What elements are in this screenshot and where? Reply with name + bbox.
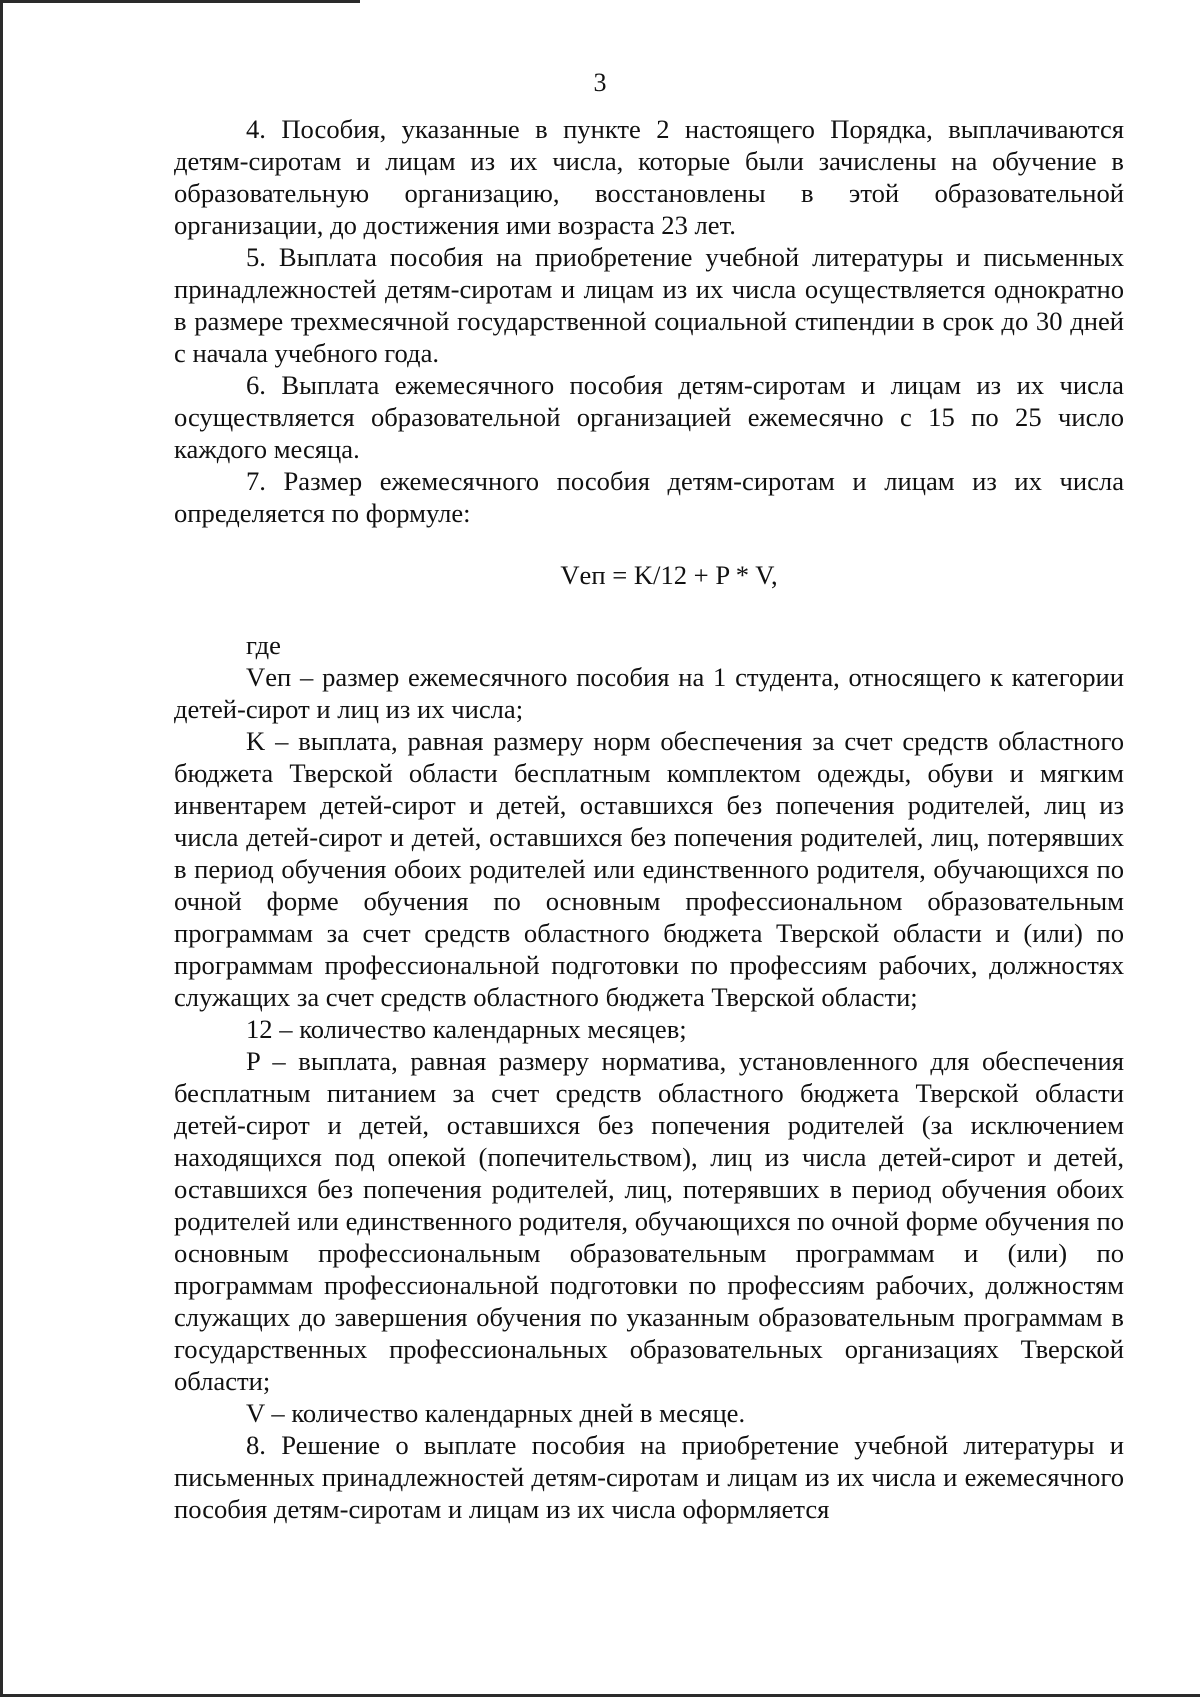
paragraph-7: 7. Размер ежемесячного пособия детям-сиротам и лицам из их числа определяется по формуле: [174,466,1124,528]
definition-vep: Vеп – размер ежемесячного пособия на 1 студента, относящего к категории детей-сирот и лиц из их числа; [174,662,1124,724]
definition-p: P – выплата, равная размеру норматива, установленного для обеспечения бесплатным питанием за счет средств областного бюджета Тверской области детей-сирот и детей, оставшихся без попечения родителей (за исключением находящихся под опекой (попечительством), лиц из числа детей-сирот и детей, оставшихся без попечения родителей, лиц, потерявших в период обучения обоих родителей или единственного родителя, обучающихся по очной форме обучения по основным профессиональным образовательным программам и (или) по программам профессиональной подготовки по профессиям рабочих, должностям служащих до завершения обучения по указанным образовательным программам в государственных профессиональных образовательных организациях Тверской области; [174,1046,1124,1396]
formula: Vеп = K/12 + P * V, [560,560,778,590]
where-label: где [246,630,281,660]
paragraph-4: 4. Пособия, указанные в пункте 2 настоящего Порядка, выплачиваются детям-сиротам и лицам из их числа, которые были зачислены на обучение в образовательную организацию, восстановлены в этой образовательной организации, до достижения ими возраста 23 лет. [174,114,1124,240]
scan-edge-top [0,0,360,3]
paragraph-5: 5. Выплата пособия на приобретение учебной литературы и письменных принадлежностей детям-сиротам и лицам из их числа осуществляется однократно в размере трехмесячной государственной социальной стипендии в срок до 30 дней с начала учебного года. [174,242,1124,368]
paragraph-6: 6. Выплата ежемесячного пособия детям-сиротам и лицам из их числа осуществляется образовательной организацией ежемесячно с 15 по 25 число каждого месяца. [174,370,1124,464]
document-body [174,113,1124,1525]
paragraph-8: 8. Решение о выплате пособия на приобретение учебной литературы и письменных принадлежностей детям-сиротам и лицам из их числа и ежемесячного пособия детям-сиротам и лицам из их числа оформляется [174,1430,1124,1524]
definition-12: 12 – количество календарных месяцев; [246,1014,687,1044]
definition-v: V – количество календарных дней в месяце. [246,1398,746,1428]
scan-edge-left [0,0,3,1697]
page-number: 3 [593,68,607,97]
definition-k: K – выплата, равная размеру норм обеспечения за счет средств областного бюджета Тверской области бесплатным комплектом одежды, обуви и мягким инвентарем детей-сирот и детей, оставшихся без попечения родителей, лиц из числа детей-сирот и детей, оставшихся без попечения родителей, лиц, потерявших в период обучения обоих родителей или единственного родителя, обучающихся по очной форме обучения по основным профессиональном образовательным программам за счет средств областного бюджета Тверской области и (или) по программам профессиональной подготовки по профессиям рабочих, должностях служащих за счет средств областного бюджета Тверской области; [174,726,1124,1012]
